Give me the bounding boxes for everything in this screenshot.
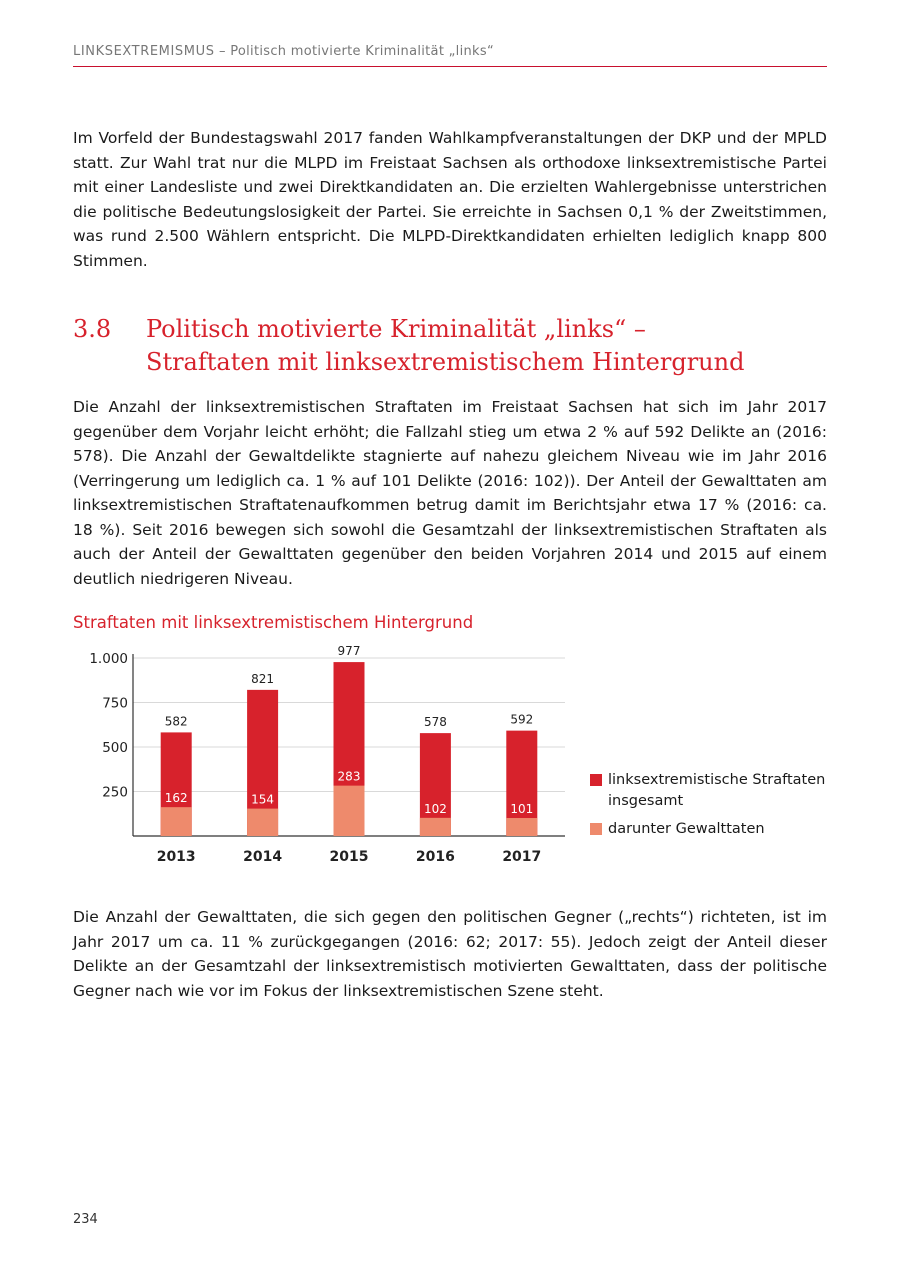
- data-label-violent: 102: [423, 801, 447, 816]
- legend-label-violent: darunter Gewalttaten: [608, 821, 765, 837]
- bar-violent: [506, 818, 537, 836]
- x-tick-label: 2013: [156, 849, 196, 865]
- data-label-total: 821: [251, 671, 275, 686]
- x-tick-label: 2014: [243, 849, 283, 865]
- page-number: 234: [73, 1212, 98, 1227]
- chart-title: Straftaten mit linksextremistischem Hintergrund: [73, 613, 474, 632]
- section-title-line1: Politisch motivierte Kriminalität „links“ –: [146, 315, 646, 343]
- legend-item-violent: [590, 819, 850, 840]
- data-label-total: 592: [510, 712, 534, 727]
- running-header: [73, 44, 827, 67]
- bar-violent: [247, 809, 278, 836]
- legend-swatch-violent: [590, 823, 602, 835]
- legend-swatch-total: [590, 774, 602, 786]
- legend-item-total: [590, 770, 850, 812]
- section-number: 3.8: [73, 315, 112, 343]
- legend-label-total-line2: insgesamt: [608, 793, 684, 809]
- data-label-total: 578: [423, 715, 447, 730]
- chart-legend: [590, 770, 850, 847]
- legend-label-total-line1: linksextremistische Straftaten: [608, 772, 826, 788]
- y-tick-label: 750: [102, 695, 128, 712]
- bar-chart: [73, 640, 573, 875]
- y-tick-label: 1.000: [89, 651, 128, 667]
- bar-violent: [420, 818, 451, 836]
- paragraph-1: Im Vorfeld der Bundestagswahl 2017 fanden Wahlkampfveranstaltungen der DKP und der MPLD statt. Zur Wahl trat nur die MLPD im Freistaat Sachsen als orthodoxe linksextremistische Partei mit einer Landesliste und zwei Direktkandidaten an. Die erzielten Wahlergebnisse unterstrichen die politische Bedeutungslosigkeit der Partei. Sie erreichte in Sachsen 0,1 % der Zweitstimmen, was rund 2.500 Wählern entspricht. Die MLPD-Direktkandidaten erhielten lediglich knapp 800 Stimmen.: [73, 129, 827, 270]
- x-tick-label: 2016: [415, 849, 455, 865]
- data-label-violent: 101: [510, 802, 534, 817]
- x-tick-label: 2015: [329, 849, 369, 865]
- data-label-violent: 154: [251, 792, 275, 807]
- paragraph-3: Die Anzahl der Gewalttaten, die sich gegen den politischen Gegner („rechts“) richteten, ist im Jahr 2017 um ca. 11 % zurückgegangen (2016: 62; 2017: 55). Jedoch zeigt der Anteil dieser Delikte an der Gesamtzahl der linksextremistisch motivierten Gewalttaten, dass der politische Gegner nach wie vor im Fokus der linksextremistischen Szene steht.: [73, 908, 827, 1000]
- bar-violent: [334, 786, 365, 836]
- data-label-violent: 283: [337, 769, 361, 784]
- data-label-violent: 162: [164, 791, 188, 806]
- data-label-total: 977: [337, 644, 361, 659]
- header-main: LINKSEXTREMISMUS: [73, 44, 215, 59]
- y-tick-label: 500: [102, 740, 128, 756]
- data-label-total: 582: [164, 714, 188, 729]
- header-sub: – Politisch motivierte Kriminalität „links“: [214, 44, 494, 59]
- section-title-line2: Straftaten mit linksextremistischem Hintergrund: [146, 348, 745, 376]
- section-title: [146, 313, 826, 379]
- y-tick-label: 250: [102, 784, 128, 801]
- x-tick-label: 2017: [502, 849, 542, 865]
- paragraph-2: Die Anzahl der linksextremistischen Straftaten im Freistaat Sachsen hat sich im Jahr 2017 gegenüber dem Vorjahr leicht erhöht; die Fallzahl stieg um etwa 2 % auf 592 Delikte an (2016: 578). Die Anzahl der Gewaltdelikte stagnierte auf nahezu gleichem Niveau wie im Jahr 2016 (Verringerung um lediglich ca. 1 % auf 101 Delikte (2016: 102)). Der Anteil der Gewalttaten am linksextremistischen Straftatenaufkommen betrug damit im Berichtsjahr etwa 17 % (2016: ca. 18 %). Seit 2016 bewegen sich sowohl die Gesamtzahl der linksextremistischen Straftaten als auch der Anteil der Gewalttaten gegenüber den beiden Vorjahren 2014 und 2015 auf einem deutlich niedrigeren Niveau.: [73, 398, 827, 588]
- bar-violent: [161, 807, 192, 836]
